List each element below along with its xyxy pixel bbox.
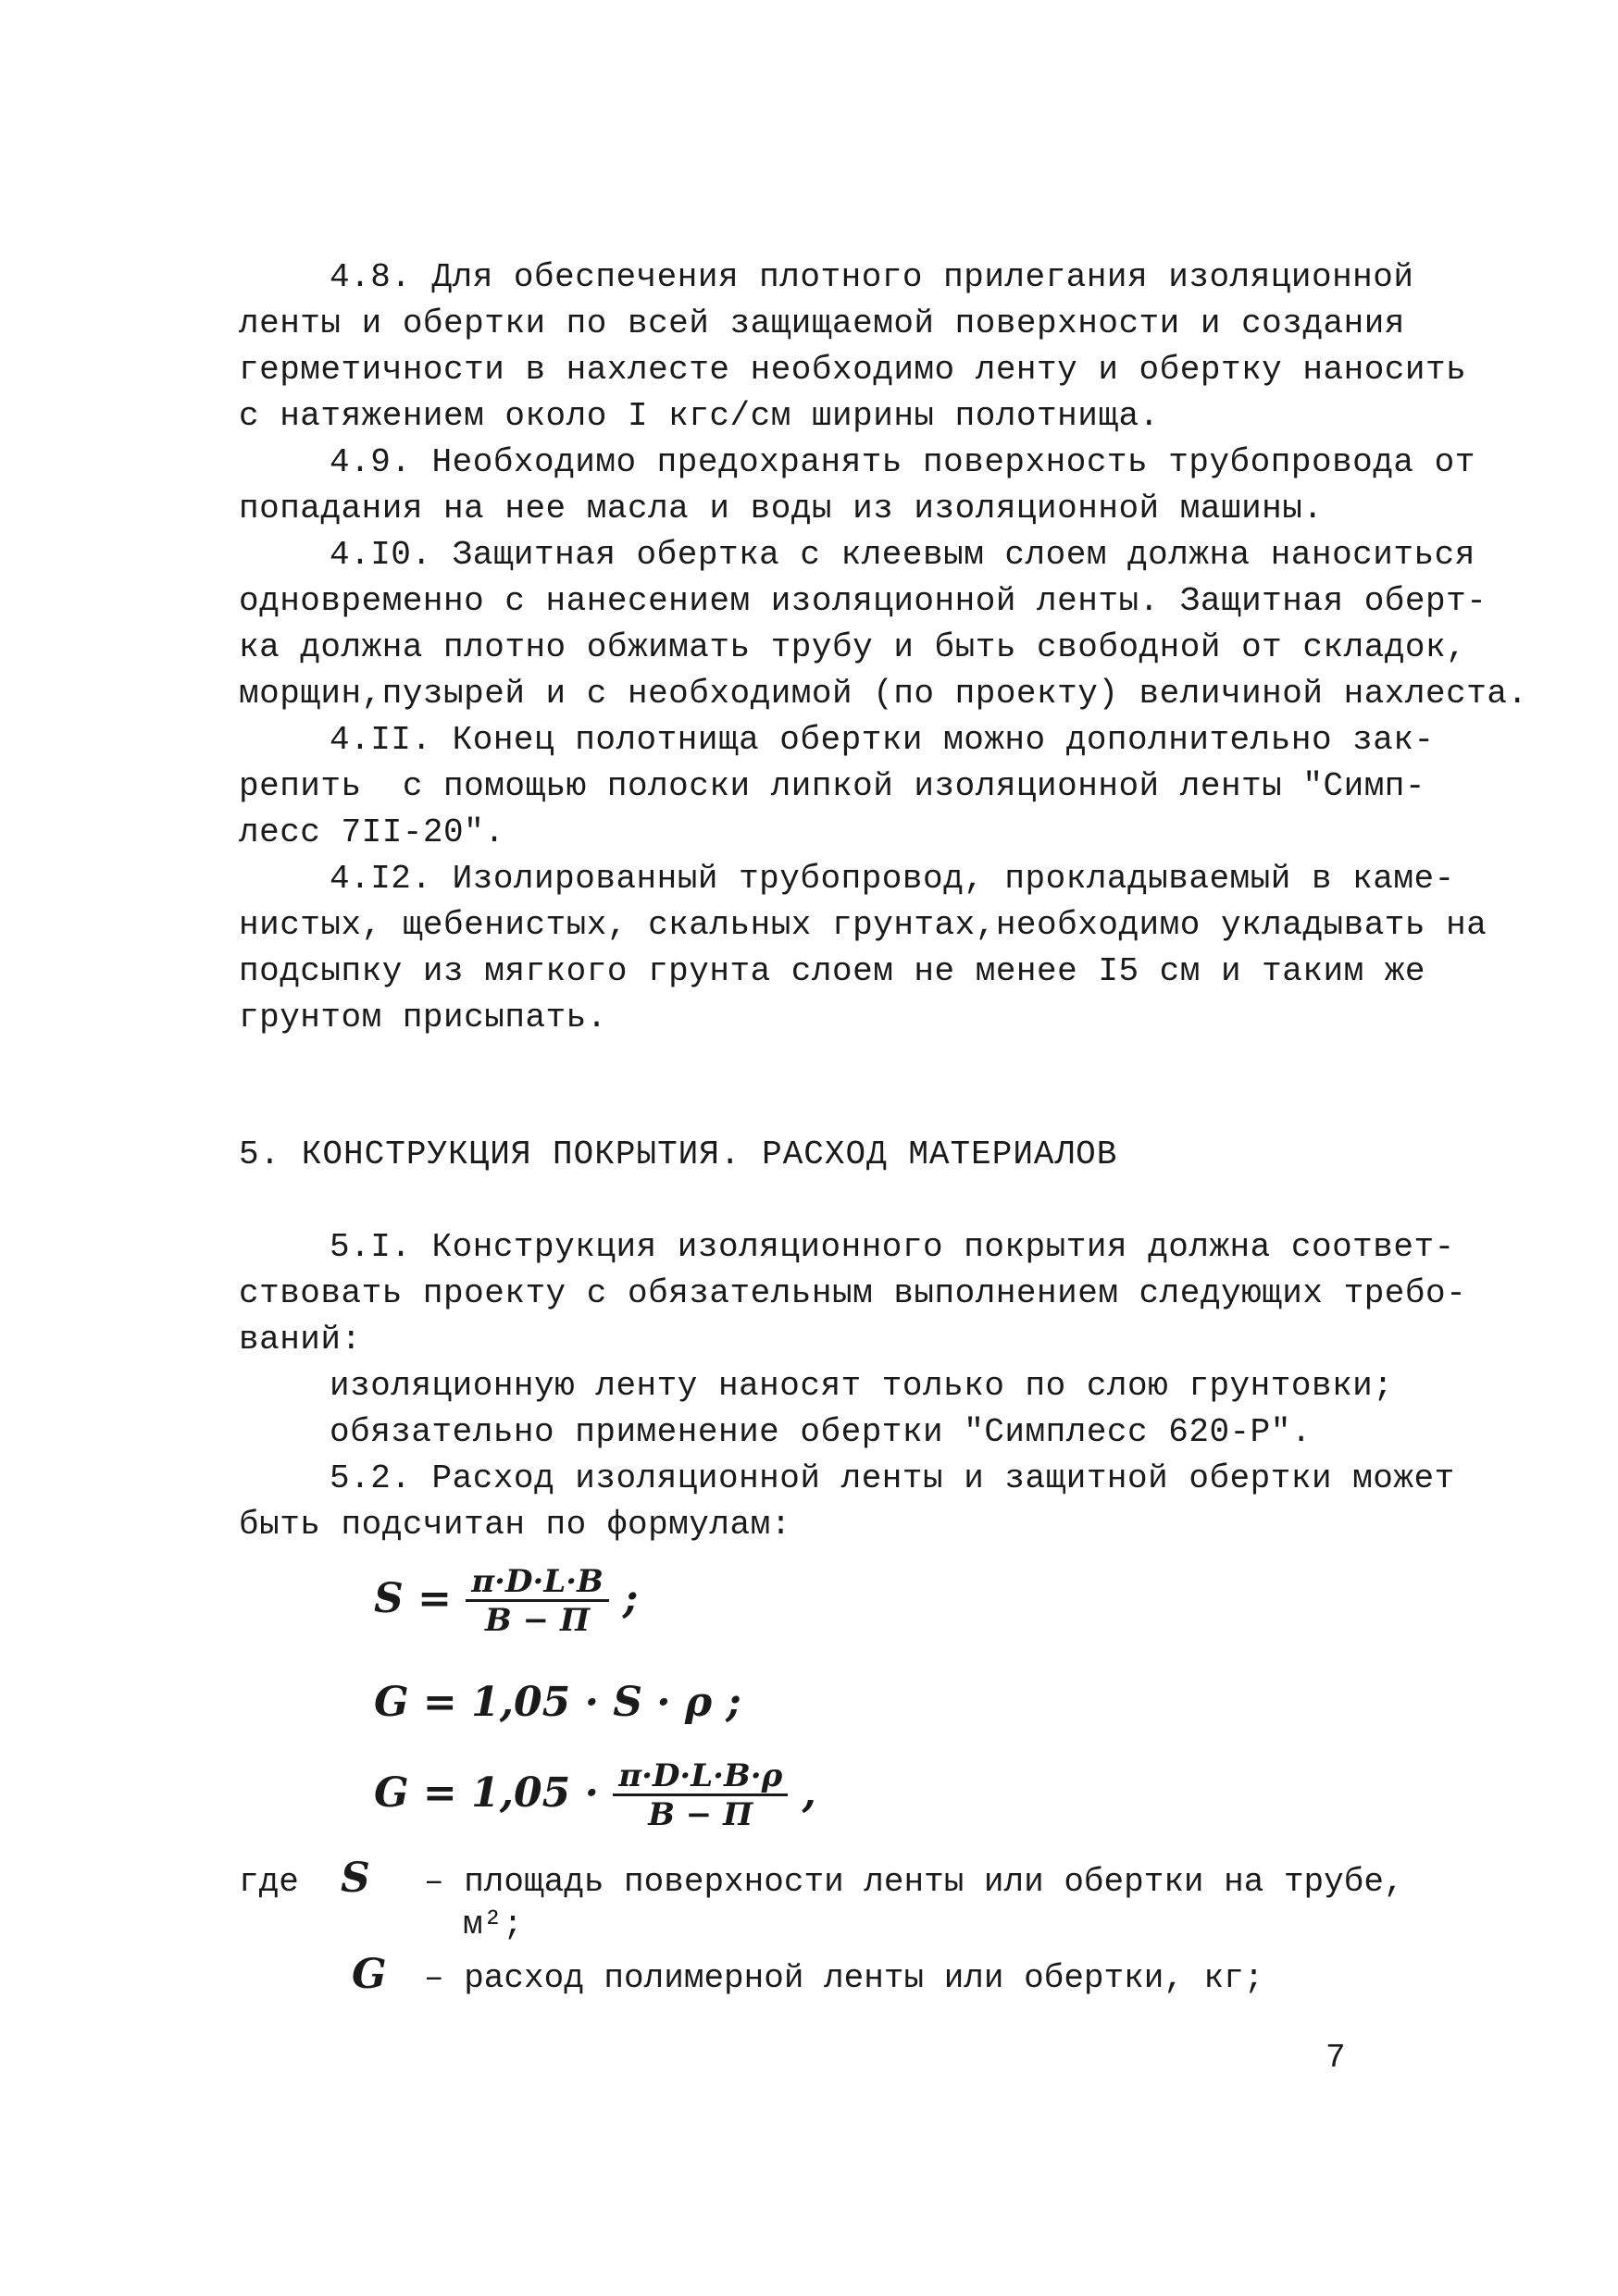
para-4-8-line-4: с натяжением около I кгс/см ширины полотнища.	[239, 397, 1160, 435]
para-4-10-line-2: одновременно с нанесением изоляционной ленты. Защитная оберт-	[239, 582, 1487, 620]
para-4-11-line-1: 4.II. Конец полотнища обертки можно дополнительно зак-	[330, 721, 1435, 759]
formula-3-denominator: B − П	[648, 1796, 753, 1833]
para-4-8-line-2: ленты и обертки по всей защищаемой поверхности и создания	[239, 304, 1405, 342]
para-4-9-line-2: попадания на нее масла и воды из изоляционной машины.	[239, 490, 1324, 527]
para-4-12-line-3: подсыпку из мягкого грунта слоем не менее I5 см и таким же	[239, 952, 1426, 990]
definition-1-text: – площадь поверхности ленты или обертки на трубе,	[424, 1863, 1404, 1901]
formula-1-tail: ;	[623, 1575, 639, 1622]
definition-1-symbol: S	[341, 1855, 370, 1902]
definition-1-unit: м²;	[463, 1905, 523, 1943]
formula-3-tail: ,	[802, 1769, 816, 1817]
formula-3-fraction	[613, 1758, 788, 1833]
para-4-10-line-4: морщин,пузырей и с необходимой (по проекту) величиной нахлеста.	[239, 675, 1528, 713]
para-5-1-line-2: ствовать проекту с обязательным выполнением следующих требо-	[239, 1274, 1467, 1312]
para-4-12-line-1: 4.I2. Изолированный трубопровод, прокладываемый в каме-	[330, 860, 1455, 898]
definition-2-symbol: G	[352, 1951, 387, 1998]
definition-2-text: – расход полимерной ленты или обертки, кг;	[424, 1959, 1264, 1997]
formula-3-numerator: π·D·L·B·ρ	[613, 1758, 788, 1796]
formula-3-lhs: G = 1,05 ·	[374, 1769, 599, 1817]
para-4-12-line-4: грунтом присыпать.	[239, 999, 607, 1036]
para-4-9-line-1: 4.9. Необходимо предохранять поверхность трубопровода от	[330, 443, 1475, 481]
requirement-line-1: изоляционную ленту наносят только по слою грунтовки;	[330, 1367, 1394, 1405]
formula-area	[374, 1564, 638, 1639]
para-5-2-line-1: 5.2. Расход изоляционной ленты и защитной обертки может	[330, 1459, 1455, 1497]
para-5-1-line-3: ваний:	[239, 1321, 362, 1359]
page-number: 7	[1326, 2039, 1346, 2077]
formula-1-denominator: B − П	[485, 1602, 591, 1639]
para-5-1-line-1: 5.I. Конструкция изоляционного покрытия должна соответ-	[330, 1228, 1455, 1266]
section-heading: 5. КОНСТРУКЦИЯ ПОКРЫТИЯ. РАСХОД МАТЕРИАЛОВ	[239, 1136, 1118, 1173]
para-4-8-line-1: 4.8. Для обеспечения плотного прилегания изоляционной	[330, 258, 1414, 296]
para-4-11-line-3: лесс 7II-20".	[239, 813, 505, 851]
definition-where: где	[239, 1863, 299, 1901]
formula-consumption-expanded	[374, 1758, 816, 1833]
formula-1-lhs: S =	[374, 1575, 452, 1622]
formula-1-fraction	[466, 1564, 609, 1639]
formula-1-numerator: π·D·L·B	[466, 1564, 609, 1602]
formula-consumption	[374, 1675, 741, 1731]
para-5-2-line-2: быть подсчитан по формулам:	[239, 1506, 791, 1544]
para-4-11-line-2: репить с помощью полоски липкой изоляционной ленты "Симп-	[239, 767, 1426, 805]
formula-2-text: G = 1,05 · S · ρ ;	[374, 1679, 741, 1726]
para-4-10-line-3: ка должна плотно обжимать трубу и быть свободной от складок,	[239, 628, 1467, 666]
para-4-12-line-2: нистых, щебенистых, скальных грунтах,необходимо укладывать на	[239, 906, 1487, 944]
requirement-line-2: обязательно применение обертки "Симплесс 620-Р".	[330, 1413, 1312, 1451]
para-4-10-line-1: 4.I0. Защитная обертка с клеевым слоем должна наноситься	[330, 536, 1475, 574]
para-4-8-line-3: герметичности в нахлесте необходимо ленту и обертку наносить	[239, 351, 1467, 389]
